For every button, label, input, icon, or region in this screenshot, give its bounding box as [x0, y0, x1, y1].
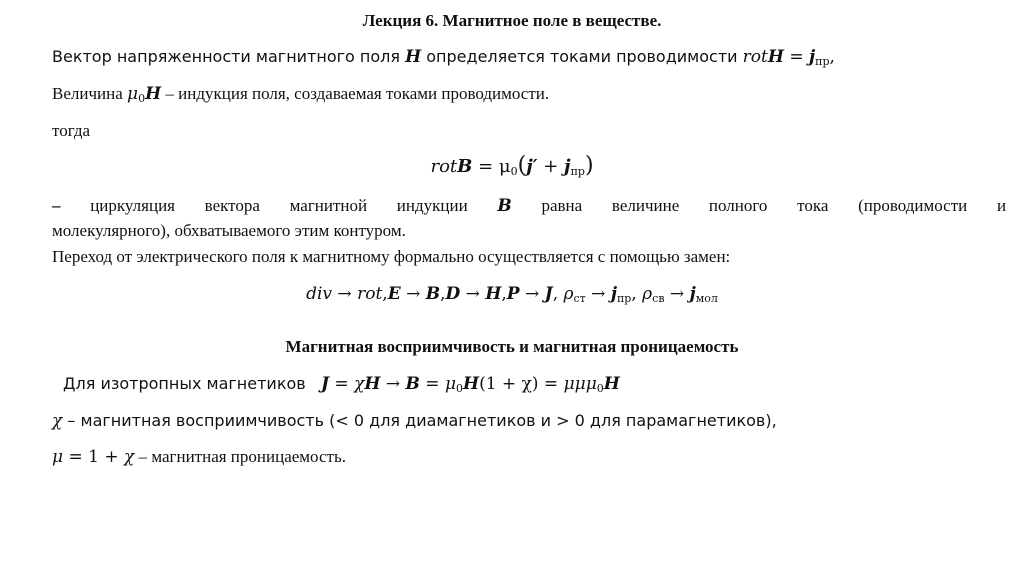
paren-close: ) — [584, 153, 594, 178]
mu: μ — [585, 374, 597, 394]
var-B: B — [497, 196, 512, 216]
arrow: → — [465, 284, 480, 304]
sub-mol: мол — [695, 292, 718, 305]
chi: χ — [124, 447, 135, 467]
var-j: j — [564, 156, 571, 177]
rho: ρ — [563, 284, 574, 304]
var-H: H — [603, 374, 620, 394]
sub-pr: пр — [815, 55, 830, 68]
equation-substitutions: div → rot,E → B,D → H,P → J, $\rho_{ст} \to j_{пр}$, $\rho_{св} \to j_{мол}$ — [306, 284, 718, 305]
paragraph-permeability — [52, 446, 346, 468]
mu: μ — [127, 84, 139, 104]
arrow: → — [337, 284, 352, 304]
text: > 0 для парамагнетиков), — [556, 411, 777, 430]
equation-rotB — [0, 155, 1024, 178]
rot-op: rot — [430, 156, 458, 177]
var-B: B — [425, 284, 441, 304]
text: – магнитная проницаемость. — [138, 447, 346, 466]
paragraph-circulation-cont: молекулярного), обхватываемого этим контуром. — [52, 221, 406, 240]
rho: ρ — [642, 284, 653, 304]
dash: – — [52, 196, 61, 215]
var-J: J — [320, 374, 330, 394]
sub-zero: 0 — [456, 382, 464, 395]
sub-st: ст — [573, 292, 586, 305]
paragraph-isotropic — [63, 373, 620, 395]
text: Для изотропных магнетиков — [63, 374, 306, 393]
equals: = — [334, 374, 349, 394]
paren-expr: (1 + χ) = — [479, 374, 559, 394]
text: < 0 для диамагнетиков и — [335, 411, 552, 430]
paragraph-susceptibility — [52, 410, 777, 432]
equals-one-plus: = 1 + — [68, 447, 119, 467]
sub-zero: 0 — [510, 165, 518, 178]
section-heading: Магнитная восприимчивость и магнитная проницаемость — [285, 337, 739, 356]
paragraph-transition: Переход от электрического поля к магнитному формально осуществляется с помощью замен: — [52, 247, 731, 266]
text: Вектор напряженности магнитного поля — [52, 47, 401, 66]
paragraph-induction — [52, 83, 549, 105]
rot-op: rot — [357, 284, 383, 304]
var-j-prime: j′ — [526, 156, 538, 177]
var-H: H — [463, 374, 480, 394]
var-H: H — [145, 84, 162, 104]
mu-mu: μμ — [563, 374, 586, 394]
var-j: j — [610, 284, 617, 304]
equals: = — [425, 374, 440, 394]
var-J: J — [544, 284, 553, 304]
text: Величина — [52, 84, 123, 103]
var-j: j — [808, 47, 816, 67]
paragraph-then: тогда — [52, 121, 91, 140]
var-H: H — [485, 284, 502, 304]
comma: , — [829, 47, 835, 67]
plus: + — [543, 156, 559, 177]
var-B: B — [457, 156, 473, 177]
arrow: → — [524, 284, 540, 304]
equals: = — [789, 47, 804, 67]
arrow: → — [669, 284, 685, 304]
paragraph-circulation — [52, 195, 1006, 217]
rot-op: rot — [742, 47, 768, 67]
chi: χ — [354, 374, 365, 394]
text: – магнитная восприимчивость ( — [67, 411, 336, 430]
arrow: → — [406, 284, 421, 304]
lecture-title: Лекция 6. Магнитное поле в веществе. — [362, 11, 662, 30]
mu: μ — [444, 374, 457, 394]
text: равна величине полного тока (проводимости и — [541, 196, 1007, 215]
var-B: B — [405, 374, 420, 394]
sub-pr: пр — [616, 292, 632, 305]
sub-sv: св — [652, 292, 665, 305]
var-P: P — [506, 284, 520, 304]
text: циркуляция вектора магнитной индукции — [90, 196, 468, 215]
chi: χ — [52, 411, 63, 431]
div-op: div — [306, 284, 333, 304]
sub-pr: пр — [570, 165, 585, 178]
var-H: H — [767, 47, 784, 67]
sub-zero: 0 — [138, 92, 146, 105]
arrow: → — [385, 374, 401, 394]
var-E: E — [387, 284, 401, 304]
var-H: H — [364, 374, 381, 394]
text: – индукция поля, создаваемая токами проводимости. — [165, 84, 550, 103]
paragraph-field-strength — [52, 46, 835, 68]
arrow: → — [591, 284, 606, 304]
equals-mu: = μ — [478, 156, 511, 177]
text: определяется токами проводимости — [426, 47, 738, 66]
var-j: j — [689, 284, 696, 304]
paren-open: ( — [517, 153, 527, 178]
sub-zero: 0 — [596, 382, 604, 395]
var-D: D — [445, 284, 461, 304]
mu: μ — [52, 447, 64, 467]
var-H: H — [405, 47, 422, 67]
